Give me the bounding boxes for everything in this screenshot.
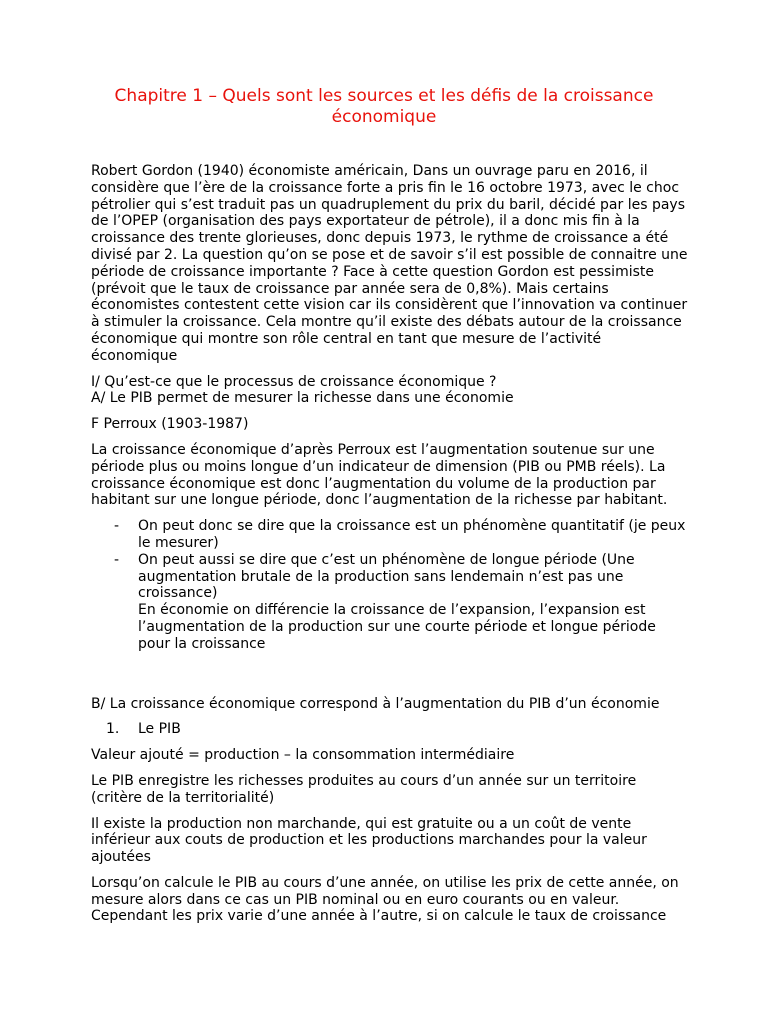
dash-bullet: -	[114, 551, 120, 568]
intro-paragraph: Robert Gordon (1940) économiste américain, Dans un ouvrage paru en 2016, il considère que l’ère de la croissance forte a pris fin le 16 octobre 1973, avec le choc pétrolier qui s’est traduit pas un quadruplement du prix du baril, décidé par les pays de l’OPEP (organisation des pays exportateur de pétrole), il a donc mis fin à la croissance des trente glorieuses, donc depuis 1973, le rythme de croissance a été divisé par 2. La question qu’on se pose et de savoir s’il est possible de connaitre une période de croissance importante ? Face à cette question Gordon est pessimiste (prévoit que le taux de croissance par année sera de 0,8%). Mais certains économistes contestent cette vision car ils considèrent que l’innovation va continuer à stimuler la croissance. Cela montre qu’il existe des débats autour de la croissance économique qui montre son rôle central en tant que mesure de l’activité économique	[91, 163, 688, 364]
chapter-title: Chapitre 1 – Quels sont les sources et les défis de la croissance économique	[114, 86, 654, 127]
perroux-reference: F Perroux (1903-1987)	[91, 416, 249, 433]
production-non-marchande: Il existe la production non marchande, qui est gratuite ou a un coût de vente inférieur aux couts de production et les productions marchandes pour la valeur ajoutées	[91, 815, 647, 866]
list-item	[91, 518, 691, 552]
section-1b-title: B/ La croissance économique correspond à l’augmentation du PIB d’un économie	[91, 695, 660, 712]
bullet-text: On peut aussi se dire que c’est un phénomène de longue période (Une augmentation brutale de la production sans lendemain n’est pas une croissance)	[138, 551, 635, 602]
numbered-list	[91, 721, 691, 738]
numbered-item-label: Le PIB	[138, 721, 181, 738]
bullet-continuation: En économie on différencie la croissance de l’expansion, l’expansion est l’augmentation de la production sur une courte période et longue période pour la croissance	[138, 602, 656, 652]
section-heading-1	[91, 374, 691, 408]
section-1a-title: A/ Le PIB permet de mesurer la richesse dans une économie	[91, 390, 514, 407]
section-1-title: I/ Qu’est-ce que le processus de croissance économique ?	[91, 373, 497, 390]
blank-line	[91, 662, 691, 696]
bullet-list	[91, 518, 691, 652]
number-marker: 1.	[106, 721, 120, 738]
dash-bullet: -	[114, 518, 120, 535]
valeur-ajoutee-formula: Valeur ajouté = production – la consommation intermédiaire	[91, 747, 515, 764]
document-body	[91, 163, 691, 934]
list-item	[91, 721, 691, 738]
bullet-text: On peut donc se dire que la croissance est un phénomène quantitatif (je peux le mesurer)	[138, 518, 686, 551]
list-item	[91, 552, 691, 653]
pib-definition: Le PIB enregistre les richesses produites au cours d’un année sur un territoire (critère de la territorialité)	[91, 772, 637, 806]
definition-paragraph: La croissance économique d’après Perroux est l’augmentation soutenue sur une période plus ou moins longue d’un indicateur de dimension (PIB ou PMB réels). La croissance économique est donc l’augmentation du volume de la production par habitant sur une longue période, donc l’augmentation de la richesse par habitant.	[91, 441, 668, 509]
pib-nominal-paragraph: Lorsqu’on calcule le PIB au cours d’une année, on utilise les prix de cette année, on mesure alors dans ce cas un PIB nominal ou en euro courants ou en valeur. Cependant les prix varie d’une année à l’autre, si on calcule le taux de croissance	[91, 874, 679, 925]
